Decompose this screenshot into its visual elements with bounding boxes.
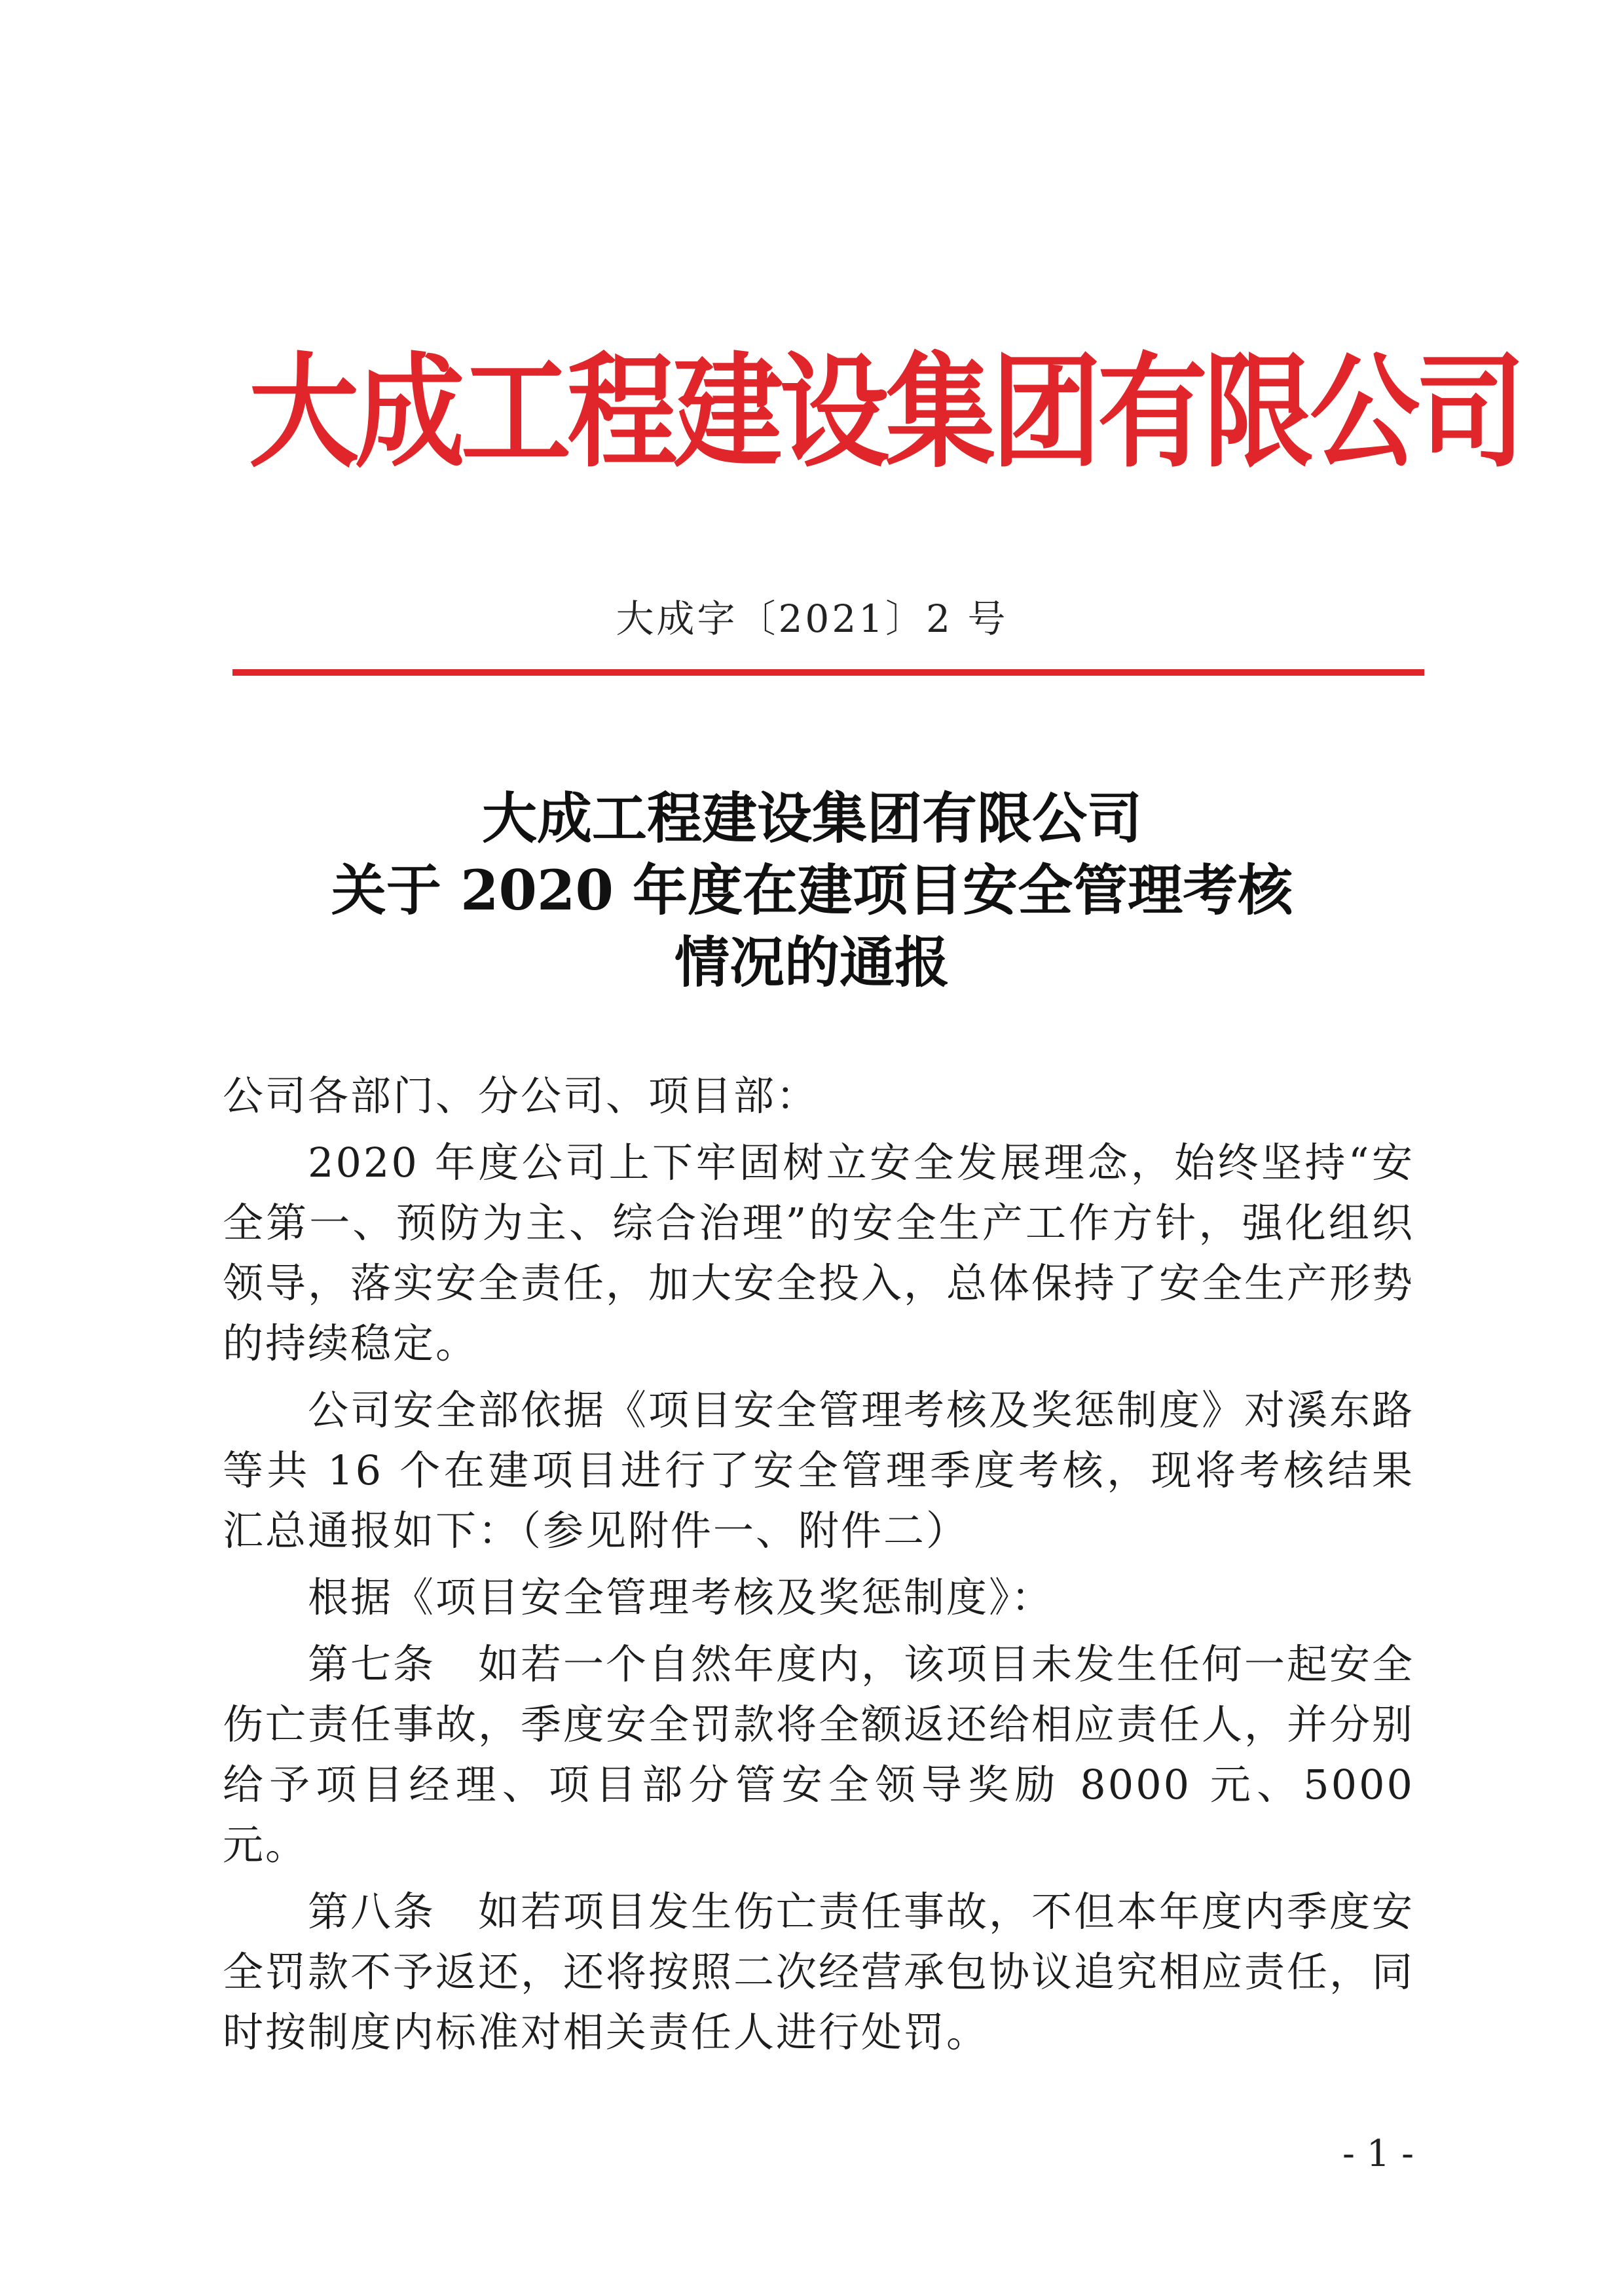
title-line-2: 关于 2020 年度在建项目安全管理考核 <box>331 858 1293 923</box>
salutation: 公司各部门、分公司、项目部： <box>223 1072 819 1120</box>
paragraph-article-8: 第八条 如若项目发生伤亡责任事故，不但本年度内季度安全罚款不予返还，还将按照二次经营承包协议追究相应责任，同时按制度内标准对相关责任人进行处罚。 <box>223 1888 1415 2056</box>
paragraph-intro: 2020 年度公司上下牢固树立安全发展理念，始终坚持“安全第一、预防为主、综合治理”的安全生产工作方针，强化组织领导，落实安全责任，加大安全投入，总体保持了安全生产形势的持续稳定。 <box>223 1139 1415 1367</box>
title-line-1: 大成工程建设集团有限公司 <box>481 786 1142 851</box>
document-body <box>223 1066 1414 2063</box>
paragraph-rule-reference: 根据《项目安全管理考核及奖惩制度》： <box>308 1573 1054 1621</box>
red-divider-line <box>232 669 1424 676</box>
title-line-3: 情况的通报 <box>674 930 950 995</box>
document-number: 大成字〔2021〕2 号 <box>616 597 1008 641</box>
paragraph-assessment: 公司安全部依据《项目安全管理考核及奖惩制度》对溪东路等共 16 个在建项目进行了安全管理季度考核，现将考核结果汇总通报如下：（参见附件一、附件二） <box>223 1386 1415 1554</box>
paragraph-article-7: 第七条 如若一个自然年度内，该项目未发生任何一起安全伤亡责任事故，季度安全罚款将全额返还给相应责任人，并分别给予项目经理、项目部分管安全领导奖励 8000 元、5000 元。 <box>223 1640 1415 1869</box>
letterhead-org-name: 大成工程建设集团有限公司 <box>249 340 1522 485</box>
document-title <box>0 782 1624 999</box>
page-number: - 1 - <box>1342 2133 1414 2175</box>
